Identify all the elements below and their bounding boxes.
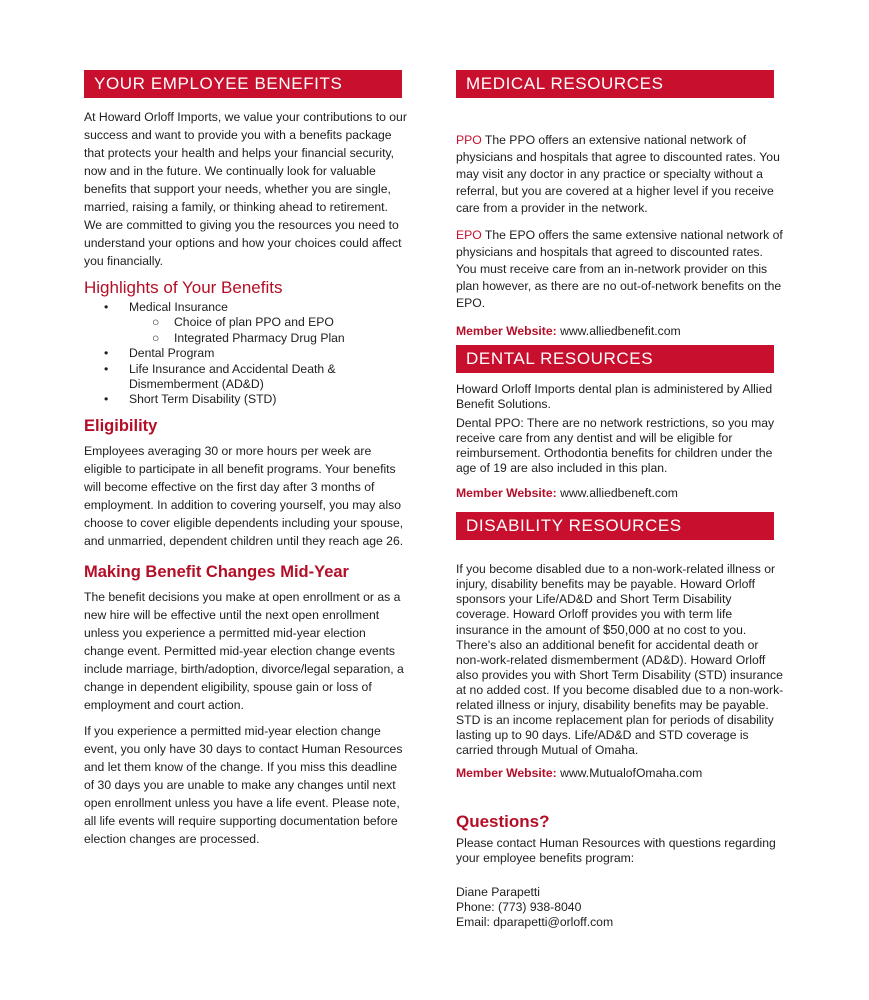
disability-paragraph: If you become disabled due to a non-work-related illness or injury, disability benefits may be payable. Howard Orloff sponsors your Life/AD&D and Short Term Disability coverage. Howard Orloff provides you with term life insurance in the amount of $50,000 at no cost to you. There's also an additional benefit for accidental death or non-work-related dismemberment (AD&D). Howard Orloff also provides you with Short Term Disability (STD) insurance at no added cost. If you become disabled due to a non-work-related illness or injury, disability benefits may be payable. STD is an income replacement plan for periods of disability lasting up to 90 days. Life/AD&D and STD coverage is carried through Mutual of Omaha. [456,562,784,757]
dental-website-link[interactable]: www.alliedbeneft.com [560,486,678,500]
bullet-icon: • [104,346,109,361]
ppo-paragraph: PPO The PPO offers an extensive national network of physicians and hospitals that agree to discounted rates. You may visit any doctor in any practice or specialty without a referral, but you are covered at a higher level if you receive care from a provider in the network. [456,133,780,215]
medical-sub-list [129,315,408,346]
list-item: • Short Term Disability (STD) [104,392,277,407]
medical-member-website: Member Website: www.alliedbenefit.com [456,324,681,338]
bullet-icon: • [104,361,109,376]
bullet-icon: • [104,392,109,407]
midyear-paragraph-2: If you experience a permitted mid-year election change event, you only have 30 days to contact Human Resources and let them know of the change. If you miss this deadline of 30 days you are unable to make any changes until next open enrollment unless you have a life event. Please note, all life events will require supporting documentation before election changes are processed. [84,723,403,846]
medical-resources-header: MEDICAL RESOURCES [456,70,774,98]
right-column [456,70,786,930]
epo-label: EPO [456,228,482,242]
epo-paragraph: EPO The EPO offers the same extensive national network of physicians and hospitals that agreed to discounted rates. You must receive care from an in-network provider on this plan however, as there are no out-of-network benefits on the EPO. [456,228,783,310]
contact-phone: Phone: (773) 938-8040 [456,900,582,914]
eligibility-paragraph: Employees averaging 30 or more hours per week are eligible to participate in all benefit programs. Your benefits will become effective on the first day after 3 months of employment. In addition to covering yourself, you may also choose to cover eligible dependents including your spouse, and unmarried, dependent children until they reach age 26. [84,443,404,548]
dental-paragraph-1: Howard Orloff Imports dental plan is administered by Allied Benefit Solutions. [456,382,773,411]
circle-bullet-icon: ○ [152,315,160,330]
circle-bullet-icon: ○ [152,330,160,345]
intro-paragraph: At Howard Orloff Imports, we value your contributions to our success and want to provide you with a benefits package that protects your health and helps your financial security, now and in the future. We continually look for valuable benefits that support your needs, whether you are single, married, raising a family, or thinking ahead to retirement. We are committed to giving you the resources you need to understand your options and how your choices could affect you financially. [84,110,407,268]
list-item: • Medical Insurance ○ Choice of plan PPO and EPO ○ Integrated Pharmacy Drug Plan [84,300,408,346]
disability-website-link[interactable]: www.MutualofOmaha.com [560,766,703,780]
contact-name: Diane Parapetti [456,885,541,899]
left-column [84,70,408,848]
ppo-label: PPO [456,133,482,147]
highlights-title: Highlights of Your Benefits [84,278,283,297]
highlights-list [84,300,408,408]
list-item: ○ Integrated Pharmacy Drug Plan [152,330,345,345]
questions-title: Questions? [456,812,550,831]
midyear-title: Making Benefit Changes Mid-Year [84,562,349,581]
list-item: • Dental Program [104,346,215,361]
bullet-icon: • [104,300,109,314]
dental-member-website: Member Website: www.alliedbeneft.com [456,486,678,500]
disability-member-website: Member Website: www.MutualofOmaha.com [456,766,703,780]
list-item: • Life Insurance and Accidental Death & Dismemberment (AD&D) [104,361,336,392]
employee-benefits-header: YOUR EMPLOYEE BENEFITS [84,70,402,98]
questions-paragraph: Please contact Human Resources with questions regarding your employee benefits program: [456,836,776,865]
medical-website-link[interactable]: www.alliedbenefit.com [560,324,681,338]
dental-paragraph-2: Dental PPO: There are no network restrictions, so you may receive care from any dentist and will be eligible for reimbursement. Orthodontia benefits for children under the age of 19 are also included in this plan. [456,416,775,475]
midyear-paragraph-1: The benefit decisions you make at open enrollment or as a new hire will be effective until the next open enrollment unless you experience a permitted mid-year election change event. Permitted mid-year election change events include marriage, birth/adoption, divorce/legal separation, a change in dependent eligibility, spouse gain or loss of employment and court action. [84,589,404,712]
life-insurance-amount: $50,000 [603,622,651,637]
list-item: ○ Choice of plan PPO and EPO [152,315,334,330]
contact-email[interactable]: Email: dparapetti@orloff.com [456,915,614,929]
dental-resources-header: DENTAL RESOURCES [456,345,774,373]
disability-resources-header: DISABILITY RESOURCES [456,512,774,540]
eligibility-title: Eligibility [84,416,158,435]
